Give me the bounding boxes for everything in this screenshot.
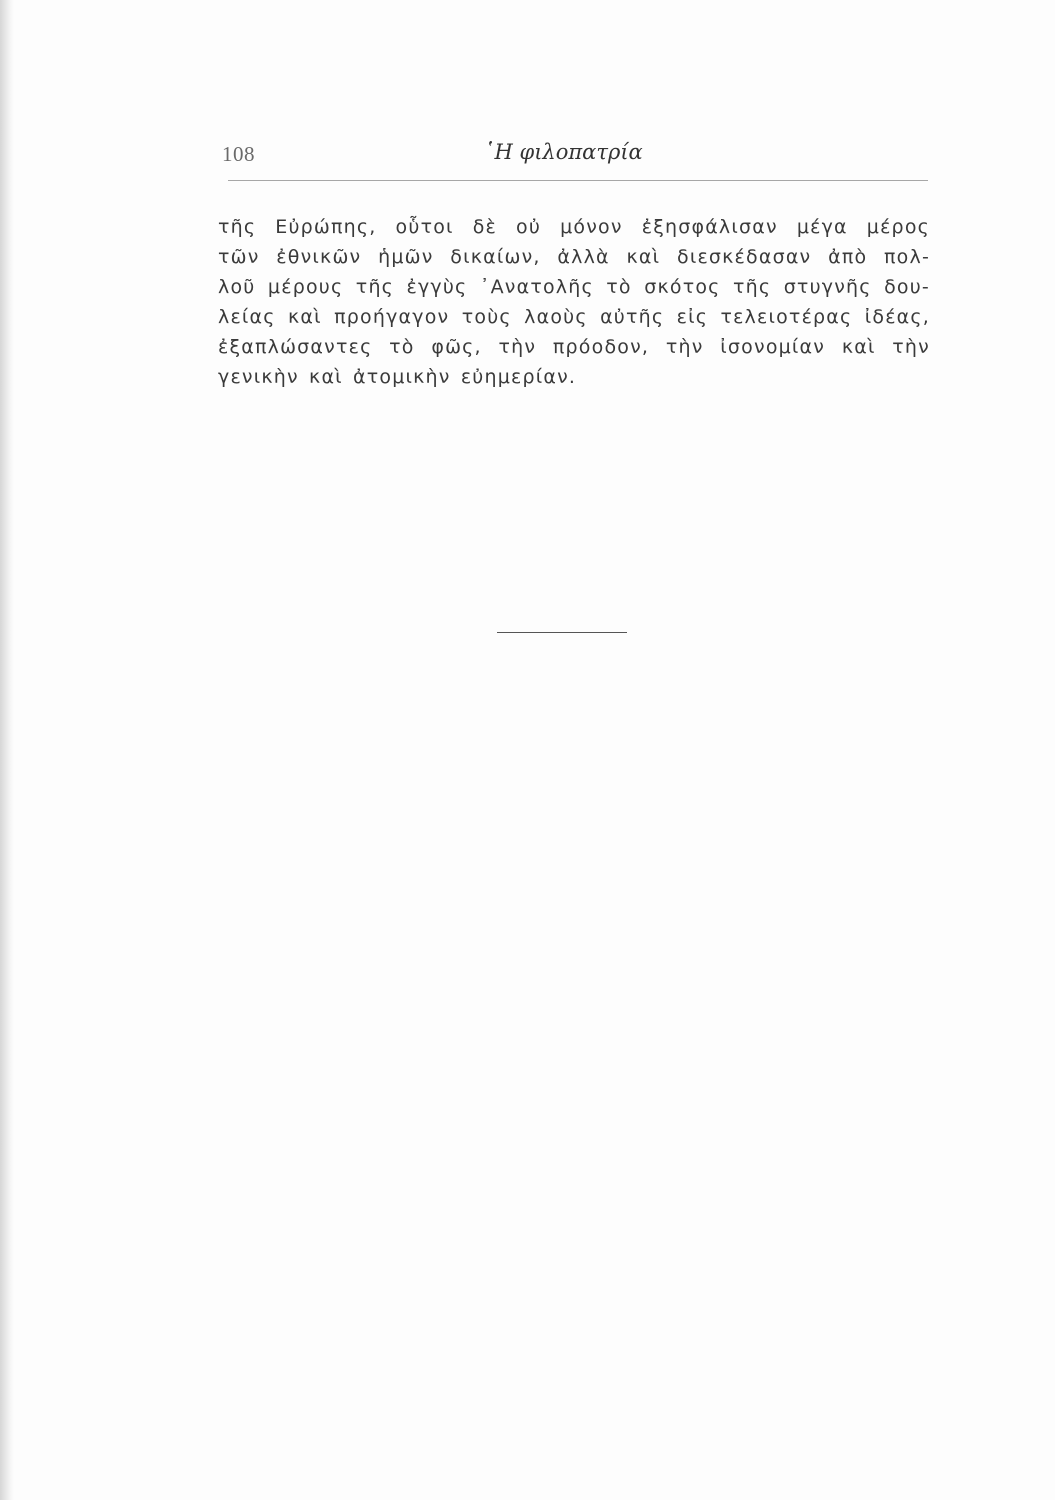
body-paragraph: [218, 212, 930, 392]
header-rule: [228, 180, 928, 181]
text-line: ἐξαπλώσαντες τὸ φῶς, τὴν πρόοδον, τὴν ἰσονομίαν καὶ τὴν: [218, 336, 930, 358]
text-line: τῆς Εὐρώπης, οὗτοι δὲ οὐ μόνον ἐξησφάλισαν μέγα μέρος: [218, 216, 930, 238]
text-line: λοῦ μέρους τῆς ἐγγὺς ᾿Ανατολῆς τὸ σκότος τῆς στυγνῆς δου-: [218, 276, 930, 298]
running-title: ῾Η φιλοπατρία: [484, 140, 643, 164]
text-line: γενικὴν καὶ ἀτομικὴν εὐημερίαν.: [218, 366, 577, 388]
page-number: 108: [222, 142, 255, 166]
section-end-rule: [497, 632, 627, 633]
text-line: τῶν ἐθνικῶν ἡμῶν δικαίων, ἀλλὰ καὶ διεσκέδασαν ἀπὸ πολ-: [218, 246, 930, 268]
page-header: [222, 140, 927, 184]
page-edge-shadow: [0, 0, 14, 1500]
text-line: λείας καὶ προήγαγον τοὺς λαοὺς αὐτῆς εἰς τελειοτέρας ἰδέας,: [218, 306, 930, 328]
